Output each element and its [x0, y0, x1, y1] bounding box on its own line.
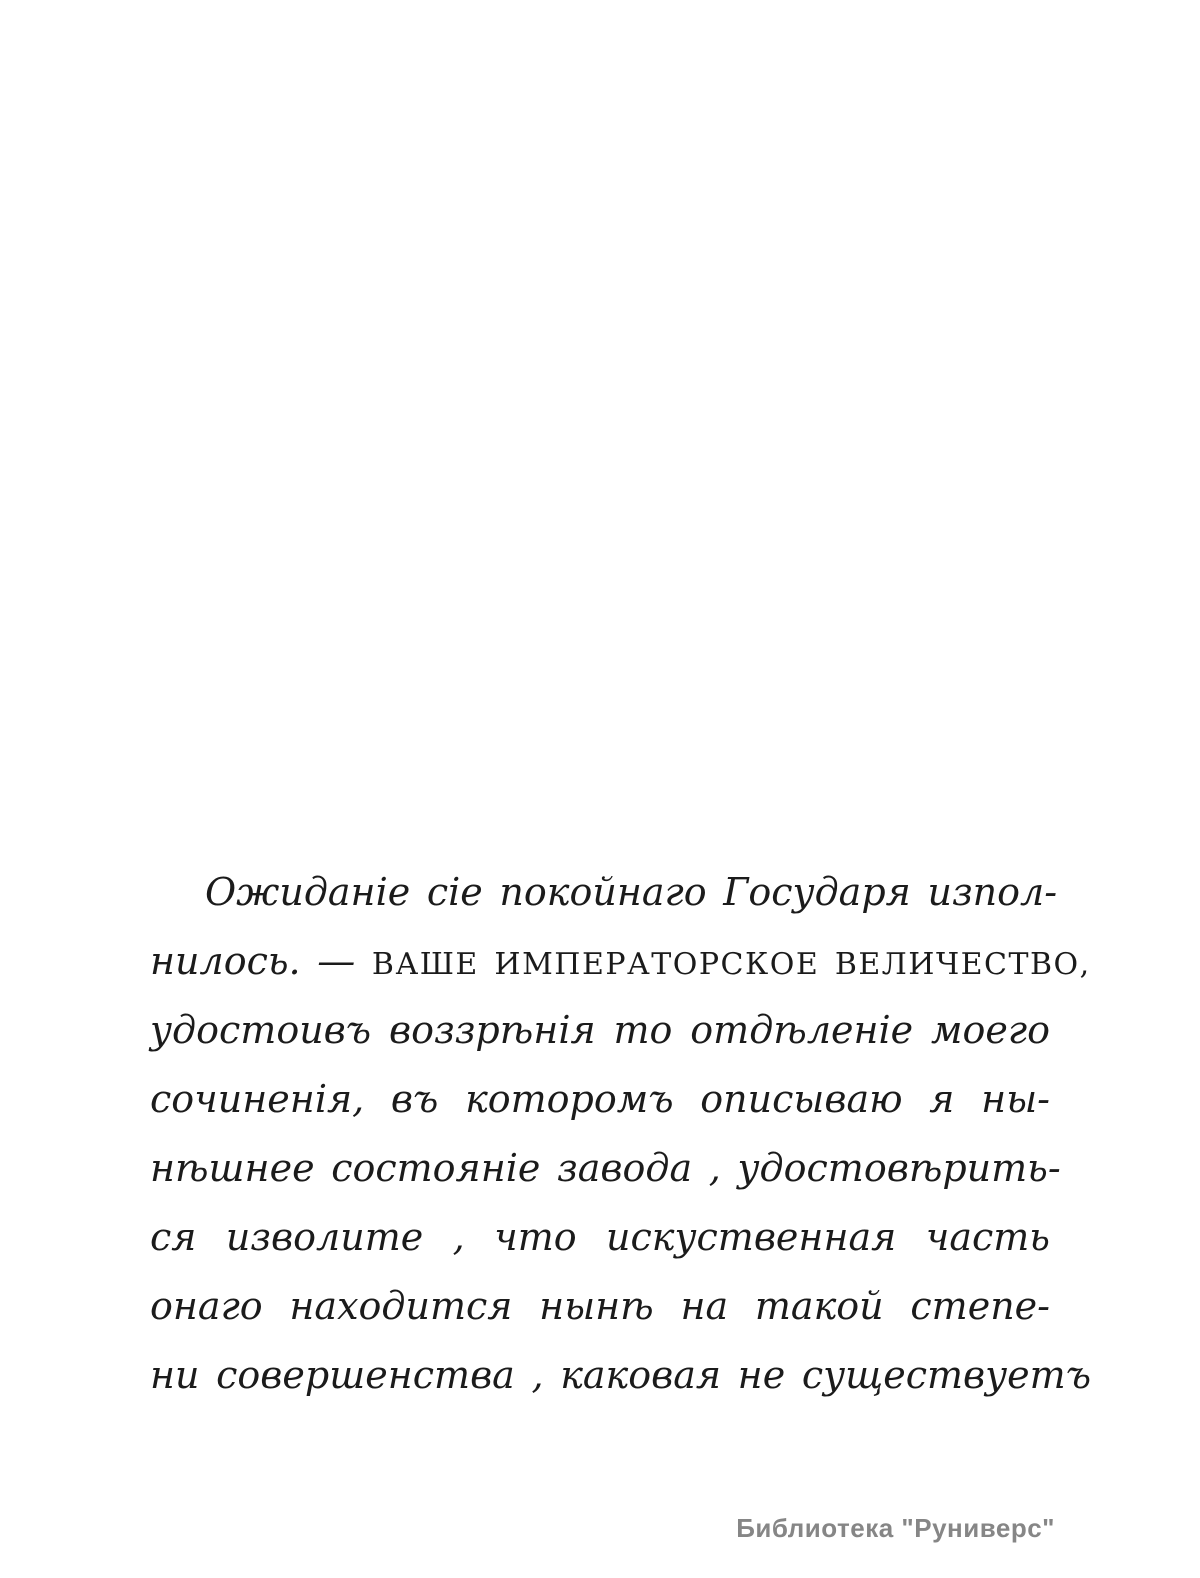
- text-line-content: удостоивъ воззрѣнія то отдѣленіе моего: [150, 1008, 1050, 1052]
- text-line-content: ни совершенства , каковая не существуетъ: [150, 1353, 1092, 1397]
- text-line-content: нѣшнее состояніе завода , удостовѣрить-: [150, 1146, 1061, 1190]
- text-line: [150, 858, 1058, 927]
- text-line-content: сочиненія, въ которомъ описываю я ны-: [150, 1077, 1050, 1121]
- text-line: [150, 927, 1091, 996]
- text-line: [150, 1341, 1092, 1410]
- runivers-library-watermark: Библиотека "Руниверс": [736, 1513, 1055, 1543]
- text-line-content: Ожиданіе сіе покойнаго Государя изпол-: [205, 870, 1058, 914]
- text-line: [150, 1065, 1050, 1134]
- text-line: [150, 1203, 1050, 1272]
- text-line-content: ся изволите , что искуственная часть: [150, 1215, 1050, 1259]
- page-paragraph: [150, 858, 1092, 1410]
- imperial-majesty-caps: ВАШЕ ИМПЕРАТОРСКОЕ ВЕЛИЧЕСТВО,: [371, 947, 1091, 982]
- text-line-content: нилось. —: [150, 939, 356, 983]
- text-line: [150, 1272, 1050, 1341]
- text-line-content: онаго находится нынѣ на такой степе-: [150, 1284, 1050, 1328]
- text-line: [150, 1134, 1061, 1203]
- text-line: [150, 996, 1050, 1065]
